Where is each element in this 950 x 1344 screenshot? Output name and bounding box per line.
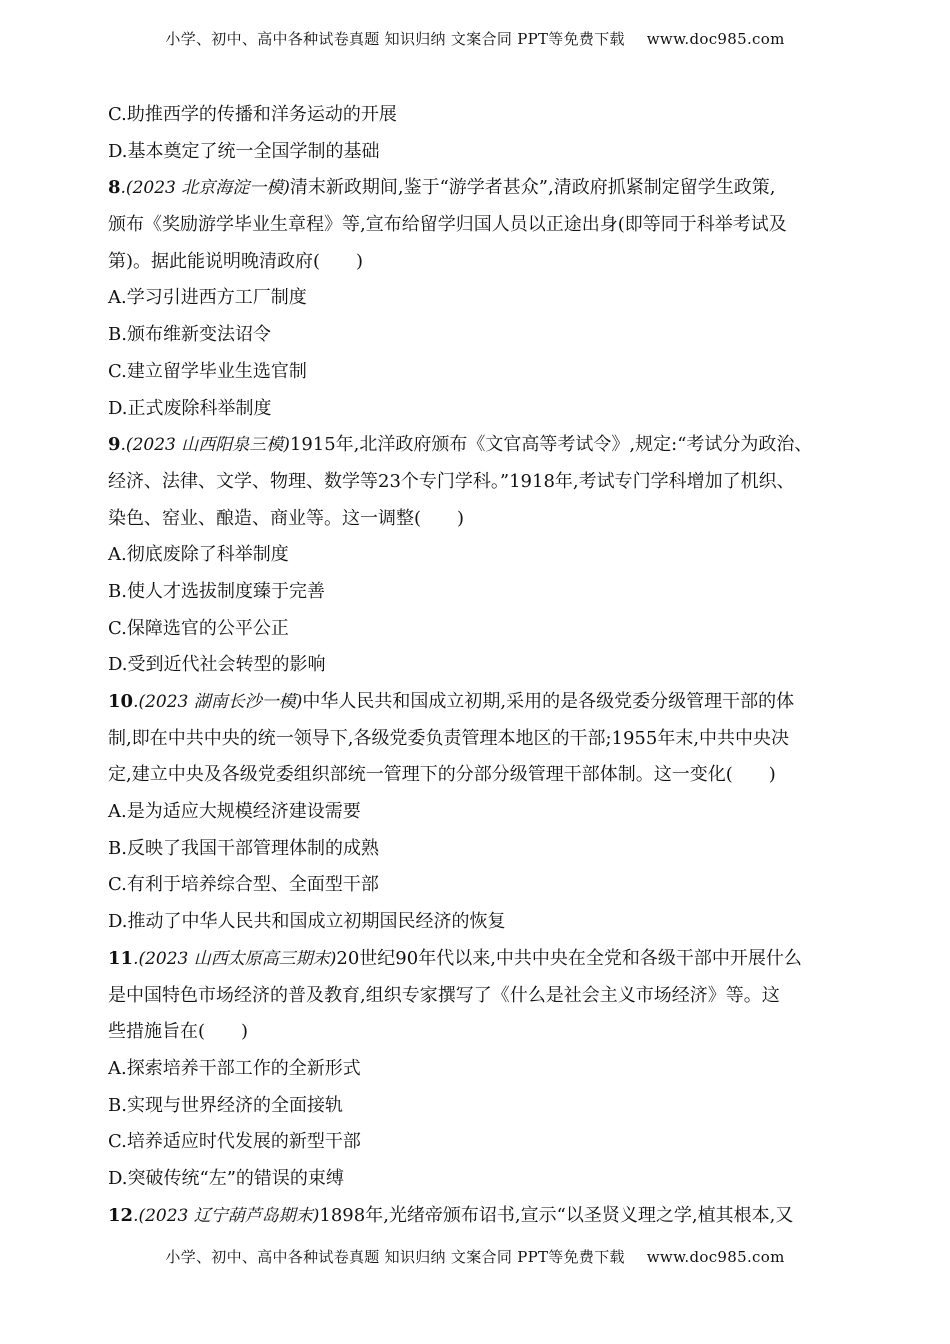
line-text: D.推动了中华人民共和国成立初期国民经济的恢复 [108, 911, 506, 933]
line-text: 经济、法律、文学、物理、数学等23个专门学科。”1918年,考试专门学科增加了机织、 [108, 470, 795, 492]
line-text: C.保障选官的公平公正 [108, 617, 289, 639]
text-line [108, 244, 858, 281]
text-line [108, 501, 858, 538]
question-source: .(2023 北京海淀一模) [120, 178, 290, 199]
line-text: C.培养适应时代发展的新型干部 [108, 1131, 361, 1153]
question-stem-line [108, 684, 858, 721]
line-text: B.反映了我国干部管理体制的成熟 [108, 837, 379, 859]
line-text: 清末新政期间,鉴于“游学者甚众”,清政府抓紧制定留学生政策, [289, 177, 776, 199]
page-header [0, 28, 950, 49]
line-text: A.彻底废除了科举制度 [108, 544, 289, 566]
line-text: C.助推西学的传播和洋务运动的开展 [108, 104, 397, 125]
text-line [108, 537, 858, 574]
line-text: 1898年,光绪帝颁布诏书,宣示“以圣贤义理之学,植其根本,又 [319, 1204, 794, 1226]
line-text: 是中国特色市场经济的普及教育,组织专家撰写了《什么是社会主义市场经济》等。这 [108, 984, 780, 1006]
line-text: A.学习引进西方工厂制度 [108, 287, 307, 309]
question-source: .(2023 山西太原高三期末) [133, 948, 337, 969]
question-number: 12 [108, 1204, 134, 1226]
question-stem-line [108, 941, 858, 978]
text-line [108, 97, 858, 134]
line-text: D.正式废除科举制度 [108, 397, 272, 419]
text-line [108, 867, 858, 904]
text-line [108, 794, 858, 831]
text-line [108, 904, 858, 941]
line-text: 制,即在中共中央的统一领导下,各级党委负责管理本地区的干部;1955年末,中共中央决 [108, 727, 790, 749]
text-line [108, 134, 858, 171]
line-text: D.突破传统“左”的错误的束缚 [108, 1167, 344, 1189]
line-text: B.实现与世界经济的全面接轨 [108, 1094, 343, 1116]
line-text: C.建立留学毕业生选官制 [108, 360, 307, 382]
text-line [108, 354, 858, 391]
text-line [108, 1014, 858, 1051]
question-number: 11 [108, 947, 134, 969]
line-text: B.颁布维新变法诏令 [108, 324, 271, 346]
text-line [108, 1161, 858, 1198]
text-line [108, 721, 858, 758]
line-text: 中华人民共和国成立初期,采用的是各级党委分级管理干部的体 [302, 691, 795, 712]
line-text: D.基本奠定了统一全国学制的基础 [108, 140, 380, 162]
text-line [108, 611, 858, 648]
question-source: .(2023 山西阳泉三模) [120, 435, 290, 456]
line-text: 颁布《奖励游学毕业生章程》等,宣布给留学归国人员以正途出身(即等同于科举考试及 [108, 214, 787, 236]
header-text: 小学、初中、高中各种试卷真题 知识归纳 文案合同 PPT等免费下载 [165, 30, 625, 48]
footer-text: 小学、初中、高中各种试卷真题 知识归纳 文案合同 PPT等免费下载 [165, 1248, 625, 1266]
text-line [108, 317, 858, 354]
line-text: 20世纪90年代以来,中共中央在全党和各级干部中开展什么 [336, 947, 802, 969]
line-text: 染色、窑业、酿造、商业等。这一调整( ) [108, 507, 465, 529]
line-text: 些措施旨在( ) [108, 1021, 249, 1043]
question-number: 9 [108, 434, 121, 456]
line-text: C.有利于培养综合型、全面型干部 [108, 874, 379, 896]
text-line [108, 574, 858, 611]
question-stem-line [108, 170, 858, 207]
text-line [108, 647, 858, 684]
question-stem-line [108, 427, 858, 464]
question-stem-line [108, 1198, 858, 1235]
document-body [108, 97, 858, 1234]
footer-url[interactable]: www.doc985.com [646, 1248, 785, 1266]
text-line [108, 1088, 858, 1125]
line-text: A.是为适应大规模经济建设需要 [108, 801, 361, 823]
question-source: .(2023 辽宁葫芦岛期末) [133, 1205, 320, 1226]
line-text: D.受到近代社会转型的影响 [108, 654, 326, 676]
question-source: .(2023 湖南长沙一模) [133, 692, 303, 712]
text-line [108, 1124, 858, 1161]
header-url[interactable]: www.doc985.com [646, 30, 785, 48]
text-line [108, 280, 858, 317]
question-number: 10 [108, 691, 134, 712]
question-number: 8 [108, 177, 121, 199]
page-footer [0, 1246, 950, 1267]
text-line [108, 207, 858, 244]
line-text: 第)。据此能说明晚清政府( ) [108, 250, 364, 272]
line-text: 定,建立中央及各级党委组织部统一管理下的分部分级管理干部体制。这一变化( ) [108, 764, 776, 786]
line-text: 1915年,北洋政府颁布《文官高等考试令》,规定:“考试分为政治、 [289, 434, 813, 456]
text-line [108, 391, 858, 428]
line-text: A.探索培养干部工作的全新形式 [108, 1057, 361, 1079]
text-line [108, 464, 858, 501]
text-line [108, 1051, 858, 1088]
text-line [108, 831, 858, 868]
text-line [108, 757, 858, 794]
line-text: B.使人才选拔制度臻于完善 [108, 580, 325, 602]
text-line [108, 978, 858, 1015]
